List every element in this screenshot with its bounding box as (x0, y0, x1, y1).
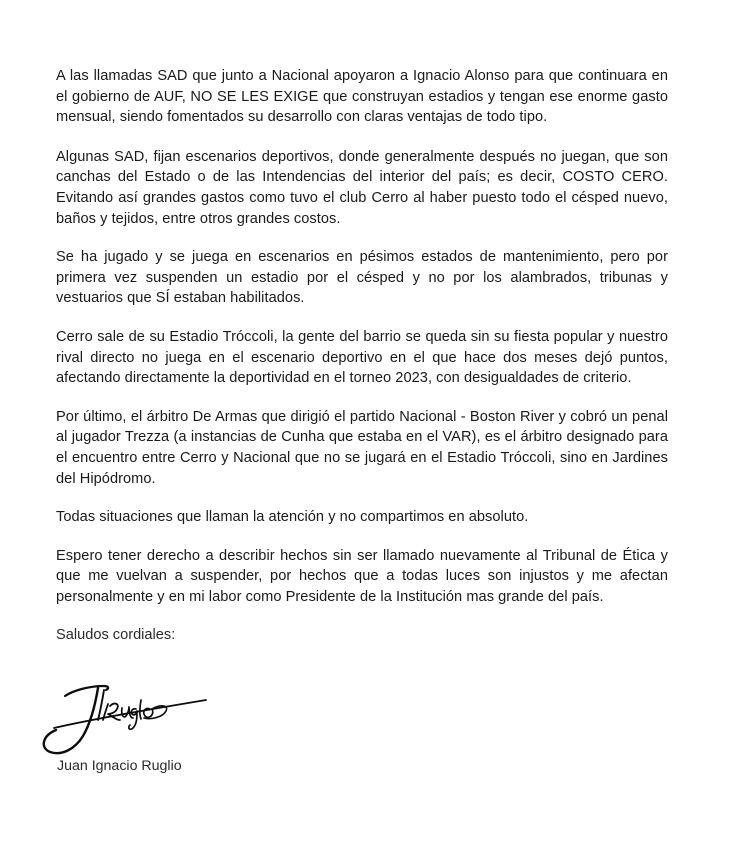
letter-body (56, 66, 668, 645)
closing-salutation: Saludos cordiales: (56, 627, 176, 644)
handwritten-signature (38, 676, 218, 758)
paragraph-maintenance: Se ha jugado y se juega en escenarios en pésimos estados de mantenimiento, pero por primera vez suspenden un estadio por el césped y no por los alambrados, tribunas y vestuarios que SÍ estaban habilitados. (56, 249, 668, 307)
paragraph-troccoli: Cerro sale de su Estadio Tróccoli, la gente del barrio se queda sin su fiesta popular y nuestro rival directo no juega en el escenario deportivo en el que hace dos meses dejó puntos, afectando directamente la deportividad en el torneo 2023, con desigualdades de criterio. (56, 328, 668, 387)
paragraph-situations: Todas situaciones que llaman la atención y no compartimos en absoluto. (56, 509, 529, 526)
signer-name: Juan Ignacio Ruglio (57, 758, 182, 774)
paragraph-referee: Por último, el árbitro De Armas que dirigió el partido Nacional - Boston River y cobró un penal al jugador Trezza (a instancias de Cunha que estaba en el VAR), es el árbitro designado para el encuentro entre Cerro y Nacional que no se jugará en el Estadio Tróccoli, sino en Jardines del Hipódromo. (56, 408, 668, 487)
paragraph-sad-stadiums: A las llamadas SAD que junto a Nacional apoyaron a Ignacio Alonso para que continuara en el gobierno de AUF, NO SE LES EXIGE que construyan estadios y tengan ese enorme gasto mensual, siendo fomentados su desarrollo con claras ventajas de todo tipo. (56, 68, 668, 126)
svg-text:JIRuglio: JIRuglio (38, 676, 42, 677)
paragraph-cost-zero: Algunas SAD, fijan escenarios deportivos, donde generalmente después no juegan, que son canchas del Estado o de las Intendencias del interior del país; es decir, COSTO CERO. Evitando así grandes gastos como tuvo el club Cerro al haber puesto todo el césped nuevo, baños y tejidos, entre otros grandes costos. (56, 148, 668, 227)
paragraph-tribunal: Espero tener derecho a describir hechos sin ser llamado nuevamente al Tribunal de Ética y que me vuelvan a suspender, por hechos que a todas luces son injustos y me afectan personalmente y en mi labor como Presidente de la Institución mas grande del país. (56, 547, 668, 605)
